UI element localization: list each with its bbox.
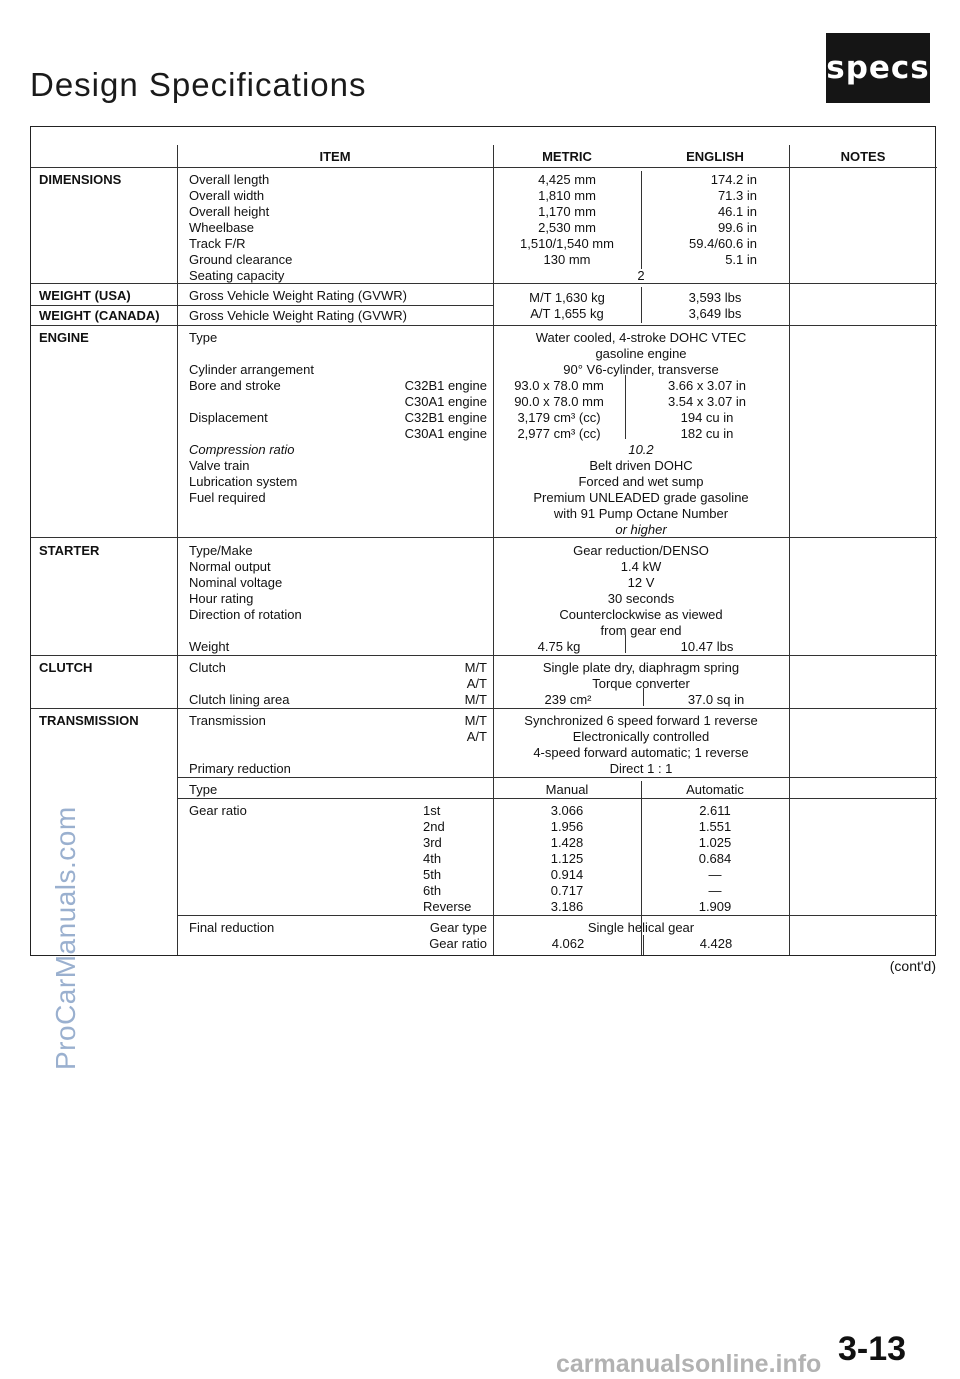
- bore-english-c30a1: 3.54 x 3.07 in: [667, 394, 747, 409]
- valve-value: Belt driven DOHC: [589, 458, 693, 473]
- rule-weight-usa: [31, 305, 493, 306]
- item-clutch-lining: Clutch lining area: [189, 692, 290, 707]
- item-hour-rating: Hour rating: [189, 591, 254, 606]
- metric-track: 1,510/1,540 mm: [520, 236, 614, 251]
- item-direction-rotation: Direction of rotation: [189, 607, 302, 622]
- rule-weight: [31, 325, 937, 326]
- header-metric: METRIC: [542, 149, 592, 164]
- item-wheelbase: Wheelbase: [189, 220, 255, 235]
- auto-ratio: 1.909: [698, 899, 732, 914]
- engine-type-value: Water cooled, 4-stroke DOHC VTEC: [535, 330, 747, 345]
- bore-english-c32b1: 3.66 x 3.07 in: [667, 378, 747, 393]
- manual-ratio: 1.428: [550, 835, 584, 850]
- english-weight-at: 3,649 lbs: [688, 306, 742, 321]
- gear-label: 5th: [423, 867, 442, 882]
- item-starter-weight: Weight: [189, 639, 230, 654]
- col-rule-notes: [789, 145, 790, 955]
- trans-at-value-2: 4-speed forward automatic; 1 reverse: [533, 745, 749, 760]
- metric-wheelbase: 2,530 mm: [538, 220, 596, 235]
- starter-output-value: 1.4 kW: [620, 559, 662, 574]
- rule-dimensions: [31, 283, 937, 284]
- final-gear-ratio-label: Gear ratio: [429, 936, 487, 951]
- lubrication-value: Forced and wet sump: [578, 474, 704, 489]
- engine-label-c32b1: C32B1 engine: [404, 378, 487, 393]
- english-weight-mt: 3,593 lbs: [688, 290, 742, 305]
- section-transmission: TRANSMISSION: [39, 713, 139, 728]
- type-manual: Manual: [545, 782, 589, 797]
- manual-ratio: 3.066: [550, 803, 584, 818]
- clutch-trans-mt: M/T: [464, 660, 487, 675]
- clutch-mt-value: Single plate dry, diaphragm spring: [542, 660, 740, 675]
- item-bore-stroke: Bore and stroke: [189, 378, 281, 393]
- auto-ratio: 1.025: [698, 835, 732, 850]
- final-gear-type-label: Gear type: [429, 920, 487, 935]
- gear-label: 3rd: [423, 835, 442, 850]
- primary-reduction-value: Direct 1 : 1: [609, 761, 673, 776]
- bore-metric-c32b1: 93.0 x 78.0 mm: [514, 378, 604, 393]
- section-weight-canada: WEIGHT (CANADA): [39, 308, 160, 323]
- starter-weight-metric: 4.75 kg: [537, 639, 581, 654]
- engine-label-c30a1: C30A1 engine: [404, 426, 487, 441]
- fuel-value: Premium UNLEADED grade gasoline: [533, 490, 749, 505]
- col-rule-item: [177, 145, 178, 955]
- item-transmission: Transmission: [189, 713, 266, 728]
- gear-label: Reverse: [423, 899, 472, 914]
- item-lubrication: Lubrication system: [189, 474, 298, 489]
- metric-weight-mt: M/T 1,630 kg: [529, 290, 605, 305]
- continued-label: (cont'd): [889, 958, 936, 974]
- metric-overall-length: 4,425 mm: [538, 172, 596, 187]
- item-valve-train: Valve train: [189, 458, 250, 473]
- auto-ratio: —: [708, 867, 722, 882]
- disp-metric-c32b1: 3,179 cm³ (cc): [517, 410, 601, 425]
- section-clutch: CLUTCH: [39, 660, 93, 675]
- final-ratio-auto: 4.428: [699, 936, 733, 951]
- engine-label-c32b1: C32B1 engine: [404, 410, 487, 425]
- header-item: ITEM: [319, 149, 351, 164]
- item-final-reduction: Final reduction: [189, 920, 275, 935]
- auto-ratio: —: [708, 883, 722, 898]
- starter-weight-english: 10.47 lbs: [680, 639, 734, 654]
- english-track: 59.4/60.6 in: [689, 236, 757, 251]
- section-engine: ENGINE: [39, 330, 89, 345]
- english-overall-length: 174.2 in: [710, 172, 757, 187]
- item-fuel-required: Fuel required: [189, 490, 266, 505]
- clutch-area-english: 37.0 sq in: [687, 692, 745, 707]
- header-notes: NOTES: [840, 149, 886, 164]
- footer-site-watermark: carmanualsonline.info: [556, 1350, 822, 1378]
- item-compression-ratio: Compression ratio: [189, 442, 295, 457]
- gear-label: 2nd: [423, 819, 445, 834]
- manual-ratio: 1.956: [550, 819, 584, 834]
- clutch-at-value: Torque converter: [592, 676, 690, 691]
- fuel-value-3: or higher: [615, 522, 667, 537]
- compression-value: 10.2: [628, 442, 654, 457]
- rule-starter: [31, 655, 937, 656]
- item-overall-length: Overall length: [189, 172, 270, 187]
- trans-label-mt: M/T: [464, 713, 487, 728]
- item-gvwr-canada: Gross Vehicle Weight Rating (GVWR): [189, 308, 407, 323]
- auto-ratio: 0.684: [698, 851, 732, 866]
- section-starter: STARTER: [39, 543, 100, 558]
- metric-weight-at: A/T 1,655 kg: [530, 306, 604, 321]
- spec-table: [30, 126, 936, 956]
- manual-ratio: 0.914: [550, 867, 584, 882]
- disp-english-c30a1: 182 cu in: [680, 426, 734, 441]
- rule-clutch: [31, 708, 937, 709]
- page-title: Design Specifications: [30, 66, 367, 103]
- manual-ratio: 3.186: [550, 899, 584, 914]
- english-overall-height: 46.1 in: [717, 204, 757, 219]
- english-ground-clearance: 5.1 in: [725, 252, 757, 267]
- section-weight-usa: WEIGHT (USA): [39, 288, 131, 303]
- gear-label: 6th: [423, 883, 442, 898]
- clutch-trans-at: A/T: [466, 676, 487, 691]
- item-gvwr-usa: Gross Vehicle Weight Rating (GVWR): [189, 288, 407, 303]
- metric-ground-clearance: 130 mm: [543, 252, 591, 267]
- item-overall-width: Overall width: [189, 188, 265, 203]
- item-displacement: Displacement: [189, 410, 268, 425]
- disp-english-c32b1: 194 cu in: [680, 410, 734, 425]
- item-track: Track F/R: [189, 236, 246, 251]
- type-automatic: Automatic: [686, 782, 744, 797]
- auto-ratio: 1.551: [698, 819, 732, 834]
- item-ground-clearance: Ground clearance: [189, 252, 293, 267]
- page-number: 3-13: [838, 1330, 907, 1368]
- item-starter-type: Type/Make: [189, 543, 253, 558]
- metric-overall-width: 1,810 mm: [538, 188, 596, 203]
- rule-engine: [31, 537, 937, 538]
- item-gear-ratio: Gear ratio: [189, 803, 247, 818]
- starter-hour-value: 30 seconds: [607, 591, 675, 606]
- engine-label-c30a1: C30A1 engine: [404, 394, 487, 409]
- clutch-lining-trans-mt: M/T: [464, 692, 487, 707]
- gear-label: 4th: [423, 851, 442, 866]
- item-seating-capacity: Seating capacity: [189, 268, 285, 283]
- engine-type-value-2: gasoline engine: [595, 346, 687, 361]
- item-overall-height: Overall height: [189, 204, 270, 219]
- trans-mt-value: Synchronized 6 speed forward 1 reverse: [524, 713, 758, 728]
- starter-voltage-value: 12 V: [627, 575, 655, 590]
- trans-label-at: A/T: [466, 729, 487, 744]
- bore-metric-c30a1: 90.0 x 78.0 mm: [514, 394, 604, 409]
- manual-ratio: 0.717: [550, 883, 584, 898]
- rule-gear: [177, 915, 937, 916]
- item-normal-output: Normal output: [189, 559, 271, 574]
- item-type: Type: [189, 782, 218, 797]
- gear-label: 1st: [423, 803, 441, 818]
- watermark: ProCarManuals.com: [50, 806, 81, 1070]
- section-dimensions: DIMENSIONS: [39, 172, 122, 187]
- trans-at-value: Electronically controlled: [572, 729, 710, 744]
- item-engine-type: Type: [189, 330, 218, 345]
- starter-direction-value: Counterclockwise as viewed: [559, 607, 723, 622]
- specs-badge: specs: [826, 33, 930, 103]
- item-cylinder-arrangement: Cylinder arrangement: [189, 362, 315, 377]
- disp-metric-c30a1: 2,977 cm³ (cc): [517, 426, 601, 441]
- manual-ratio: 1.125: [550, 851, 584, 866]
- item-clutch: Clutch: [189, 660, 226, 675]
- final-gear-type-value: Single helical gear: [587, 920, 695, 935]
- rule-header: [31, 167, 937, 168]
- fuel-value-2: with 91 Pump Octane Number: [553, 506, 729, 521]
- clutch-area-metric: 239 cm²: [544, 692, 592, 707]
- english-wheelbase: 99.6 in: [717, 220, 757, 235]
- auto-ratio: 2.611: [699, 803, 731, 818]
- header-english: ENGLISH: [686, 149, 744, 164]
- seating-value: 2: [637, 268, 645, 283]
- final-ratio-manual: 4.062: [551, 936, 585, 951]
- item-primary-reduction: Primary reduction: [189, 761, 291, 776]
- starter-direction-value-2: from gear end: [600, 623, 682, 638]
- english-overall-width: 71.3 in: [717, 188, 757, 203]
- metric-overall-height: 1,170 mm: [538, 204, 596, 219]
- rule-primary: [177, 777, 937, 778]
- starter-type-value: Gear reduction/DENSO: [573, 543, 709, 558]
- rule-type: [177, 798, 937, 799]
- cylinder-value: 90° V6-cylinder, transverse: [563, 362, 719, 377]
- item-nominal-voltage: Nominal voltage: [189, 575, 283, 590]
